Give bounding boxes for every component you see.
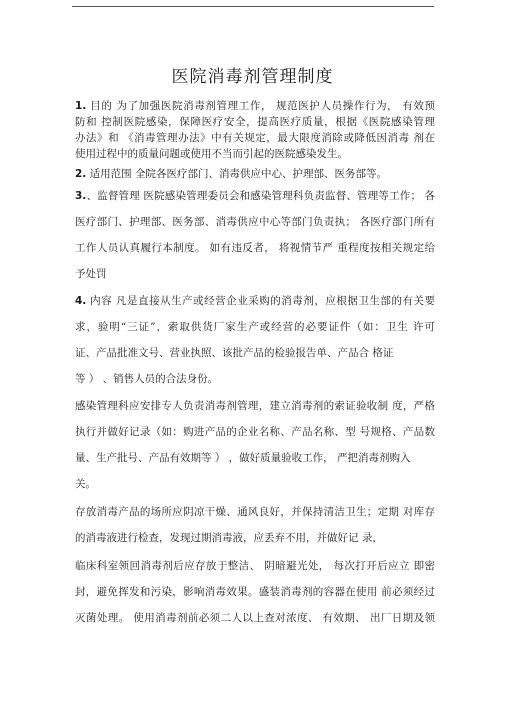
line-text: 工作人员认真履行本制度。 如有违反者， 将视情节严 重程度按相关规定给 xyxy=(75,242,435,254)
paragraph-line xyxy=(75,506,435,519)
paragraph-line xyxy=(75,242,435,255)
section-number: 4. xyxy=(75,295,87,307)
header-rule xyxy=(72,6,434,7)
paragraph-line xyxy=(75,168,435,181)
line-text: 使用过程中的质量问题或使用不当而引起的医院感染发生。 xyxy=(75,148,348,160)
line-text: 、监督管理 医院感染管理委员会和感染管理科负责监督、管理等工作； 各 xyxy=(86,190,435,202)
paragraph-line xyxy=(75,373,435,386)
line-text: 医疗部门、护理部、医务部、消毒供应中心等部门负责执； 各医疗部门所有 xyxy=(75,216,435,228)
page-title: 医院消毒剂管理制度 xyxy=(171,67,334,87)
paragraph-line xyxy=(75,216,435,229)
paragraph-line xyxy=(75,148,435,161)
line-text: 关。 xyxy=(75,478,96,490)
line-text: 的消毒液进行检查，发现过期消毒液，应丢弃不用，并做好记 录， xyxy=(75,532,383,544)
paragraph-line xyxy=(75,132,435,145)
paragraph-line xyxy=(75,532,435,545)
line-text: 临床科室领回消毒剂后应存放于整洁、 阴暗避光处， 每次打开后应立 即密 xyxy=(75,560,435,572)
line-text: 防和 控制医院感染，保障医疗安全，提高医疗质量，根据《医院感染管理 xyxy=(75,116,435,128)
line-text: 证、产品批准文号、营业执照、该批产品的检验报告单、产品合 格证 xyxy=(75,347,394,359)
section-number: 1. xyxy=(75,100,87,112)
line-text: 目的 为了加强医院消毒剂管理工作， 规范医护人员操作行为， 有效预 xyxy=(86,100,435,112)
paragraph-line xyxy=(75,426,435,439)
line-text: 内容 凡是直接从生产或经营企业采购的消毒剂，应根据卫生部的有关要 xyxy=(86,295,435,307)
line-text: 封，避免挥发和污染，影响消毒效果。盛装消毒剂的容器在使用 前必须经过 xyxy=(75,586,435,598)
paragraph-line xyxy=(75,116,435,129)
paragraph-line xyxy=(75,190,435,203)
line-text: 适用范围 全院各医疗部门、消毒供应中心、护理部、医务部等。 xyxy=(86,168,387,180)
paragraph-line xyxy=(75,560,435,573)
line-text: 予处罚 xyxy=(75,268,107,280)
section-number: 2. xyxy=(75,168,87,180)
line-text: 感染管理科应安排专人负责消毒剂管理，建立消毒剂的索证验收制 度，严格 xyxy=(75,400,435,412)
line-text: 灭菌处理。 使用消毒剂前必须二人以上查对浓度、 有效期、 出厂日期及领 xyxy=(75,612,435,624)
line-text: 求，验明“三证”，索取供货厂家生产或经营的必要证件（如：卫生 许可 xyxy=(75,321,435,333)
paragraph-line xyxy=(75,100,435,113)
line-text: 量、生产批号、产品有效期等 ） ，做好质量验收工作， 严把消毒剂购入 xyxy=(75,452,411,464)
line-text: 执行并做好记录（如：购进产品的企业名称、产品名称、型 号规格、产品数 xyxy=(75,426,435,438)
paragraph-line xyxy=(75,452,435,465)
paragraph-line xyxy=(75,321,435,334)
paragraph-line xyxy=(75,347,435,360)
paragraph-line xyxy=(75,478,435,491)
paragraph-line xyxy=(75,586,435,599)
section-number: 3. xyxy=(75,190,87,202)
paragraph-line xyxy=(75,268,435,281)
line-text: 存放消毒产品的场所应阴凉干燥、通风良好，并保持清洁卫生；定期 对库存 xyxy=(75,506,435,518)
line-text: 等 ） 、销售人员的合法身份。 xyxy=(75,373,219,385)
line-text: 办法》和 《消毒管理办法》中有关规定，最大限度消除或降低因消毒 剂在 xyxy=(75,132,435,144)
paragraph-line xyxy=(75,400,435,413)
paragraph-line xyxy=(75,295,435,308)
paragraph-line xyxy=(75,612,435,625)
